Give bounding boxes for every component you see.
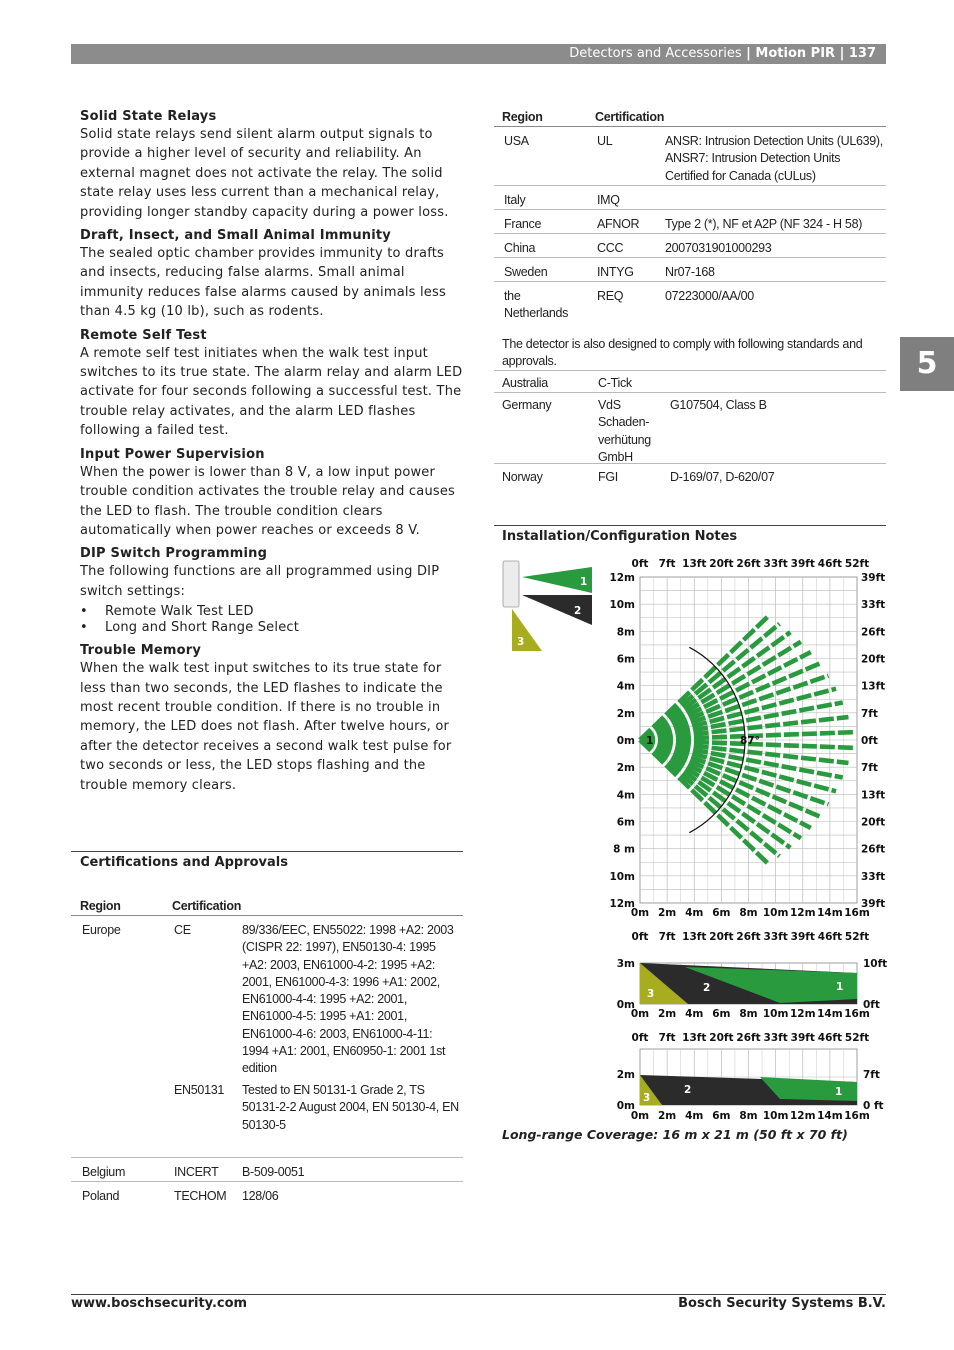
tick-label: 0m xyxy=(630,1008,650,1020)
tick-label: 39ft xyxy=(790,1032,815,1044)
tick-label: 39ft xyxy=(861,572,886,584)
cell-detail: Nr07-168 xyxy=(665,265,715,279)
section-heading: Draft, Insect, and Small Animal Immunity xyxy=(80,228,391,244)
section-divider xyxy=(494,525,886,526)
tick-label: 46ft xyxy=(817,931,842,943)
tick-label: 20ft xyxy=(709,558,734,570)
page-header: Detectors and Accessories | Motion PIR | 137 xyxy=(71,44,886,64)
cell-certification: FGI xyxy=(598,470,618,484)
cell-certification: TECHOM xyxy=(174,1189,227,1203)
cell-region: the Netherlands xyxy=(504,289,569,321)
tick-label: 14m xyxy=(817,1110,843,1122)
cell-region: Sweden xyxy=(504,265,548,279)
cell-certification: INTYG xyxy=(597,265,634,279)
tick-label: 16m xyxy=(844,1008,870,1020)
cell-detail: D-169/07, D-620/07 xyxy=(670,470,775,484)
tick-label: 26ft xyxy=(736,558,761,570)
table-row xyxy=(494,258,886,282)
zone-2-swatch xyxy=(522,595,592,625)
section-heading: Trouble Memory xyxy=(80,643,202,659)
cell-certification: AFNOR xyxy=(597,217,640,231)
table-row xyxy=(494,127,886,186)
cell-certification: VdS Schaden-verhütung GmbH xyxy=(598,398,651,464)
cell-certification: EN50131 xyxy=(174,1083,225,1097)
footer-company: Bosch Security Systems B.V. xyxy=(678,1296,886,1311)
section-heading: Solid State Relays xyxy=(80,109,217,124)
dip-list xyxy=(80,604,464,636)
tick-label: 0m xyxy=(616,735,635,747)
tick-label: 0ft xyxy=(861,735,878,747)
section-text: When the walk test input switches to its true state for less than two seconds, the LED flashes to indicate the most recent trouble condition. If there is no trouble in memory, the LED does not flash. After twelve hours, or after the detector receives a second walk test pulse for two seconds or less, the LED stops flashing and the trouble memory clears. xyxy=(80,661,452,793)
figure-caption: Long-range Coverage: 16 m x 21 m (50 ft x 70 ft) xyxy=(502,1127,848,1142)
tick-label: 2m xyxy=(616,762,635,775)
section-text: Solid state relays send silent alarm output signals to provide a higher level of security and reliability. An external magnet does not activate the relay. The solid state relay uses less current than a mechanical relay, providing longer standby capacity during a power loss. xyxy=(80,127,449,220)
tick-label: 12m xyxy=(789,907,816,919)
tick-label: 13ft xyxy=(682,931,707,943)
tick-label: 8 m xyxy=(613,843,635,856)
tick-label: 33ft xyxy=(861,870,886,883)
tick-label: 13ft xyxy=(682,1032,707,1044)
column-header-region: Region xyxy=(502,110,543,124)
table-row xyxy=(494,234,886,258)
compliance-note: The detector is also designed to comply with following standards and approvals. xyxy=(502,337,863,369)
tick-label: 20ft xyxy=(709,931,734,943)
coverage-diagram xyxy=(500,555,888,1125)
section-heading: DIP Switch Programming xyxy=(80,546,268,562)
tick-label: 33ft xyxy=(763,1032,788,1044)
tick-label: 0m xyxy=(630,1110,650,1122)
table-row xyxy=(494,371,886,393)
zone-label: 3 xyxy=(643,1092,651,1104)
section-text: A remote self test initiates when the walk test input switches to its true state. The alarm relay and alarm LED activate for four seconds following a successful test. The trouble relay activates, and the alarm LED flashes following a failed test. xyxy=(80,345,463,439)
tick-label: 7ft xyxy=(658,931,676,943)
section-divider xyxy=(71,851,463,852)
tick-label: 13ft xyxy=(861,680,886,693)
list-item: • Remote Walk Test LED xyxy=(80,604,464,620)
tick-label: 26ft xyxy=(861,626,886,639)
tick-label: 0 ft xyxy=(863,1100,884,1112)
tick-label: 4m xyxy=(616,680,635,693)
tick-label: 13ft xyxy=(682,558,707,570)
cell-certification: INCERT xyxy=(174,1165,219,1179)
tick-label: 2m xyxy=(658,1110,677,1122)
tick-label: 6m xyxy=(712,907,731,919)
tick-label: 7ft xyxy=(658,558,676,570)
cell-region: Norway xyxy=(502,470,543,484)
tick-label: 33ft xyxy=(763,931,788,943)
origin-label: 1 xyxy=(646,735,654,747)
cell-region: Australia xyxy=(502,376,548,390)
legend-label: 3 xyxy=(517,636,525,648)
table-row xyxy=(71,1076,463,1158)
cell-detail: G107504, Class B xyxy=(670,398,767,412)
tick-label: 6m xyxy=(616,816,635,829)
tick-label: 8m xyxy=(739,907,758,919)
tick-label: 10m xyxy=(762,1008,789,1020)
table-row xyxy=(494,210,886,234)
cell-detail: B-509-0051 xyxy=(242,1165,305,1179)
column-header-certification: Certification xyxy=(172,899,242,913)
zone-label: 2 xyxy=(684,1084,692,1096)
table-row xyxy=(71,1182,463,1206)
tick-label: 12m xyxy=(789,1008,816,1020)
cell-region: China xyxy=(504,241,536,255)
cell-region: France xyxy=(504,217,542,231)
header-section: Detectors and Accessories xyxy=(569,46,742,61)
tick-label: 4m xyxy=(685,907,704,919)
certifications-table xyxy=(71,898,463,1206)
section-heading: Remote Self Test xyxy=(80,327,207,343)
certifications-title: Certifications and Approvals xyxy=(80,855,288,870)
footer-website: www.boschsecurity.com xyxy=(71,1296,248,1311)
additional-standards-table xyxy=(494,370,886,488)
legend-label: 1 xyxy=(580,576,588,588)
tick-label: 4m xyxy=(616,789,635,802)
tick-label: 6m xyxy=(712,1110,731,1122)
tick-label: 8m xyxy=(616,626,635,639)
cell-detail: ANSR: Intrusion Detection Units (UL639), ANSR7: Intrusion Detection Units Certified for Canada (cULus) xyxy=(665,134,883,183)
tick-label: 20ft xyxy=(861,653,886,666)
tick-label: 0ft xyxy=(631,558,649,570)
table-row xyxy=(494,393,886,464)
tick-label: 39ft xyxy=(790,931,815,943)
tick-label: 10m xyxy=(762,1110,789,1122)
section-text: The following functions are all programmed using DIP switch settings: xyxy=(80,564,440,599)
tick-label: 39ft xyxy=(861,898,886,910)
tick-label: 7ft xyxy=(861,762,878,775)
cell-region: Poland xyxy=(82,1189,120,1203)
tick-label: 4m xyxy=(685,1110,704,1122)
tick-label: 52ft xyxy=(844,931,870,943)
table-row xyxy=(494,464,886,488)
tick-label: 2m xyxy=(616,707,635,720)
tick-label: 7ft xyxy=(658,1032,676,1044)
footer-divider xyxy=(71,1294,886,1295)
angle-label: 87° xyxy=(740,735,760,747)
cell-detail: 128/06 xyxy=(242,1189,279,1203)
zone-label: 2 xyxy=(703,982,711,994)
section-text: The sealed optic chamber provides immunity to drafts and insects, reducing false alarms. Small animal immunity reduces false alarms caused by animals less than 4.5 kg (10 lb), such as rodents. xyxy=(80,246,446,320)
table-header xyxy=(71,898,463,916)
tick-label: 10m xyxy=(609,870,635,883)
tick-label: 6m xyxy=(616,653,635,666)
tick-label: 39ft xyxy=(790,558,815,570)
tick-label: 33ft xyxy=(861,599,886,612)
cell-detail: 89/336/EEC, EN55022: 1998 +A2: 2003 (CISPR 22: 1997), EN50130-4: 1995 +A2: 2003, EN61000-4-2: 1995 +A2: 2001, EN61000-4-3: 1996 +A1: 2002, EN61000-4-4: 1995 +A2: 2001, EN61000-4-5: 1995 +A1: 2001, EN61000-4-6: 2003, EN61000-4-11: 1994 +A1: 2001, EN60950-1: 2001 1st edition xyxy=(242,923,454,1076)
table-row xyxy=(494,282,886,326)
cell-detail: Type 2 (*), NF et A2P (NF 324 - H 58) xyxy=(665,217,863,231)
tick-label: 10m xyxy=(609,599,635,612)
cell-region: Belgium xyxy=(82,1165,126,1179)
tick-label: 46ft xyxy=(817,558,842,570)
cell-region: Germany xyxy=(502,398,552,412)
table-header xyxy=(494,109,886,127)
zone-label: 1 xyxy=(836,981,844,993)
zone-label: 1 xyxy=(835,1086,843,1098)
zone-label: 3 xyxy=(647,988,655,1000)
tick-label: 0m xyxy=(616,1100,635,1112)
tick-label: 10ft xyxy=(863,958,888,970)
table-row xyxy=(71,1158,463,1182)
header-product: Motion PIR xyxy=(755,46,836,61)
cell-region: Italy xyxy=(504,193,526,207)
header-page-number: 137 xyxy=(848,46,876,61)
cell-certification: REQ xyxy=(597,289,624,303)
tick-label: 33ft xyxy=(763,558,788,570)
column-header-region: Region xyxy=(80,899,121,913)
installation-title: Installation/Configuration Notes xyxy=(502,529,738,544)
tick-label: 2m xyxy=(658,907,677,919)
section-text: When the power is lower than 8 V, a low input power trouble condition activates the trouble relay and causes the LED to flash. The trouble condition clears automatically when power reaches or exceeds 8 V. xyxy=(80,464,456,538)
table-row xyxy=(494,186,886,210)
tick-label: 26ft xyxy=(861,843,886,856)
tick-label: 20ft xyxy=(709,1032,734,1044)
detector-icon xyxy=(503,561,519,607)
tick-label: 7ft xyxy=(863,1069,880,1081)
tick-label: 16m xyxy=(844,907,870,919)
tick-label: 2m xyxy=(616,1069,635,1081)
tick-label: 2m xyxy=(658,1008,677,1020)
tick-label: 6m xyxy=(712,1008,731,1020)
tick-label: 14m xyxy=(817,907,843,919)
column-header-certification: Certification xyxy=(595,110,665,124)
list-item: • Long and Short Range Select xyxy=(80,620,464,636)
tick-label: 0m xyxy=(630,907,650,919)
tick-label: 14m xyxy=(817,1008,843,1020)
tick-label: 52ft xyxy=(844,558,870,570)
left-column xyxy=(80,108,464,795)
header-separator: | xyxy=(741,46,756,61)
tick-label: 3m xyxy=(616,958,635,970)
tick-label: 12m xyxy=(609,898,635,910)
cell-detail: 2007031901000293 xyxy=(665,241,772,255)
tick-label: 0ft xyxy=(863,999,880,1011)
tick-label: 20ft xyxy=(861,816,886,829)
tick-label: 0ft xyxy=(631,931,649,943)
cell-certification: CCC xyxy=(597,241,624,255)
right-certifications-table xyxy=(494,109,886,326)
table-row xyxy=(71,916,463,1076)
cell-certification: C-Tick xyxy=(598,376,632,390)
tick-label: 0ft xyxy=(631,1032,649,1044)
tick-label: 13ft xyxy=(861,789,886,802)
tick-label: 8m xyxy=(739,1110,758,1122)
cell-detail: 07223000/AA/00 xyxy=(665,289,754,303)
cell-certification: UL xyxy=(597,134,613,148)
tick-label: 26ft xyxy=(736,1032,761,1044)
tick-label: 10m xyxy=(762,907,789,919)
legend-label: 2 xyxy=(574,605,582,617)
cell-certification: IMQ xyxy=(597,193,620,207)
cell-certification: CE xyxy=(174,923,191,937)
section-heading: Input Power Supervision xyxy=(80,446,265,462)
cell-region: USA xyxy=(504,134,529,148)
tick-label: 16m xyxy=(844,1110,870,1122)
tick-label: 0m xyxy=(616,999,635,1011)
tick-label: 4m xyxy=(685,1008,704,1020)
tick-label: 12m xyxy=(789,1110,816,1122)
tick-label: 12m xyxy=(609,572,635,584)
tick-label: 26ft xyxy=(736,931,761,943)
tick-label: 7ft xyxy=(861,707,878,720)
cell-detail: Tested to EN 50131-1 Grade 2, TS 50131-2-2 August 2004, EN 50130-4, EN 50130-5 xyxy=(242,1083,459,1132)
tick-label: 46ft xyxy=(817,1032,842,1044)
tick-label: 8m xyxy=(739,1008,758,1020)
tick-label: 52ft xyxy=(844,1032,870,1044)
chapter-tab: 5 xyxy=(900,337,954,391)
cell-region: Europe xyxy=(82,923,121,937)
